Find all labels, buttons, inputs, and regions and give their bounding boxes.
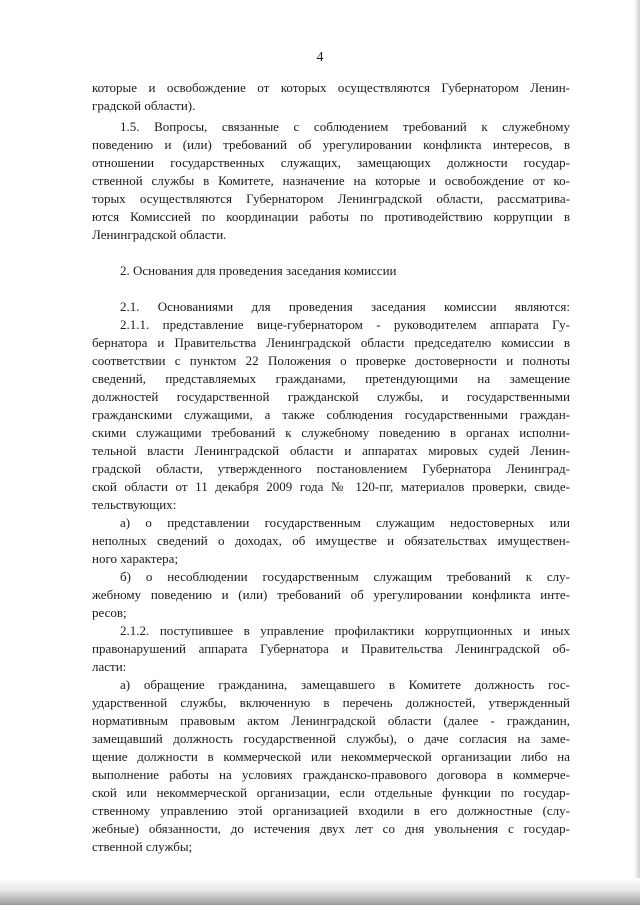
text-line: выполнение работы на условиях гражданско-правового договора в коммерче- bbox=[92, 767, 570, 782]
text-line: жебному поведению и (или) требований об урегулировании конфликта инте- bbox=[92, 587, 570, 602]
text-line: 2.1.2. поступившее в управление профилактики коррупционных и иных bbox=[120, 623, 570, 638]
text-line: ской области от 11 декабря 2009 года № 120-пг, материалов проверки, свиде- bbox=[92, 479, 570, 494]
scan-edge-bottom bbox=[0, 878, 640, 905]
text-line: ской или некоммерческой организации, если отдельные функции по государ- bbox=[92, 785, 570, 800]
text-line: ственной службы; bbox=[92, 839, 193, 854]
text-line: замещавший должность государственной службы), о даче согласия на заме- bbox=[92, 731, 570, 746]
text-line: ются Комиссией по координации работы по противодействию коррупции в bbox=[92, 209, 570, 224]
text-line: гражданскими служащими, а также соблюдения государственными граждан- bbox=[92, 407, 570, 422]
text-line: ласти: bbox=[92, 659, 127, 674]
text-line: Ленинградской области. bbox=[92, 227, 227, 242]
text-line: 2.1. Основаниями для проведения заседания комиссии являются: bbox=[120, 299, 570, 314]
text-line: неполных сведений о доходах, об имуществе и обязательствах имуществен- bbox=[92, 533, 570, 548]
text-line: ударственной службы, включенную в перечень должностей, утвержденный bbox=[92, 695, 570, 710]
text-line: бернатора и Правительства Ленинградской области председателю комиссии в bbox=[92, 335, 570, 350]
text-line: тельной власти Ленинградской области и аппаратах мировых судей Ленин- bbox=[92, 443, 570, 458]
text-line: щение должности в коммерческой или некоммерческой организации либо на bbox=[92, 749, 570, 764]
text-line: поведению и (или) требований об урегулировании конфликта интересов, в bbox=[92, 137, 570, 152]
text-line: градской области). bbox=[92, 98, 196, 113]
text-line: отношении государственных служащих, замещающих должности государ- bbox=[92, 155, 570, 170]
text-line: б) о несоблюдении государственным служащим требований к слу- bbox=[120, 569, 570, 584]
text-line: ственной службы в Комитете, назначение на которые и освобождение от ко- bbox=[92, 173, 570, 188]
text-line: которые и освобождение от которых осуществляются Губернатором Ленин- bbox=[92, 80, 570, 95]
text-line: градской области, утвержденного постановлением Губернатора Ленинград- bbox=[92, 461, 570, 476]
text-line: ресов; bbox=[92, 605, 127, 620]
text-line: соответствии с пунктом 22 Положения о проверке достоверности и полноты bbox=[92, 353, 570, 368]
text-line: ственному управлению этой организацией входили в его должностные (слу- bbox=[92, 803, 570, 818]
text-line: тельствующих: bbox=[92, 497, 177, 512]
text-line: торых осуществляются Губернатором Ленинградской области, рассматрива- bbox=[92, 191, 570, 206]
text-line: жебные) обязанности, до истечения двух лет со дня увольнения с государ- bbox=[92, 821, 570, 836]
text-line: ного характера; bbox=[92, 551, 179, 566]
text-line: нормативным правовым актом Ленинградской области (далее - гражданин, bbox=[92, 713, 570, 728]
text-line: а) о представлении государственным служащим недостоверных или bbox=[120, 515, 570, 530]
scan-edge-right bbox=[634, 0, 640, 905]
text-line: 2.1.1. представление вице-губернатором - руководителем аппарата Гу- bbox=[120, 317, 570, 332]
text-line: 1.5. Вопросы, связанные с соблюдением требований к служебному bbox=[120, 119, 570, 134]
text-line: а) обращение гражданина, замещавшего в Комитете должность гос- bbox=[120, 677, 570, 692]
text-line: скими служащими требований к служебному поведению в органах исполни- bbox=[92, 425, 570, 440]
text-line: сведений, представляемых гражданами, претендующими на замещение bbox=[92, 371, 570, 386]
text-line: должностей государственной гражданской службы, и государственными bbox=[92, 389, 570, 404]
text-line: правонарушений аппарата Губернатора и Правительства Ленинградской об- bbox=[92, 641, 570, 656]
text-line: 2. Основания для проведения заседания комиссии bbox=[120, 263, 397, 278]
page-number: 4 bbox=[316, 50, 324, 65]
